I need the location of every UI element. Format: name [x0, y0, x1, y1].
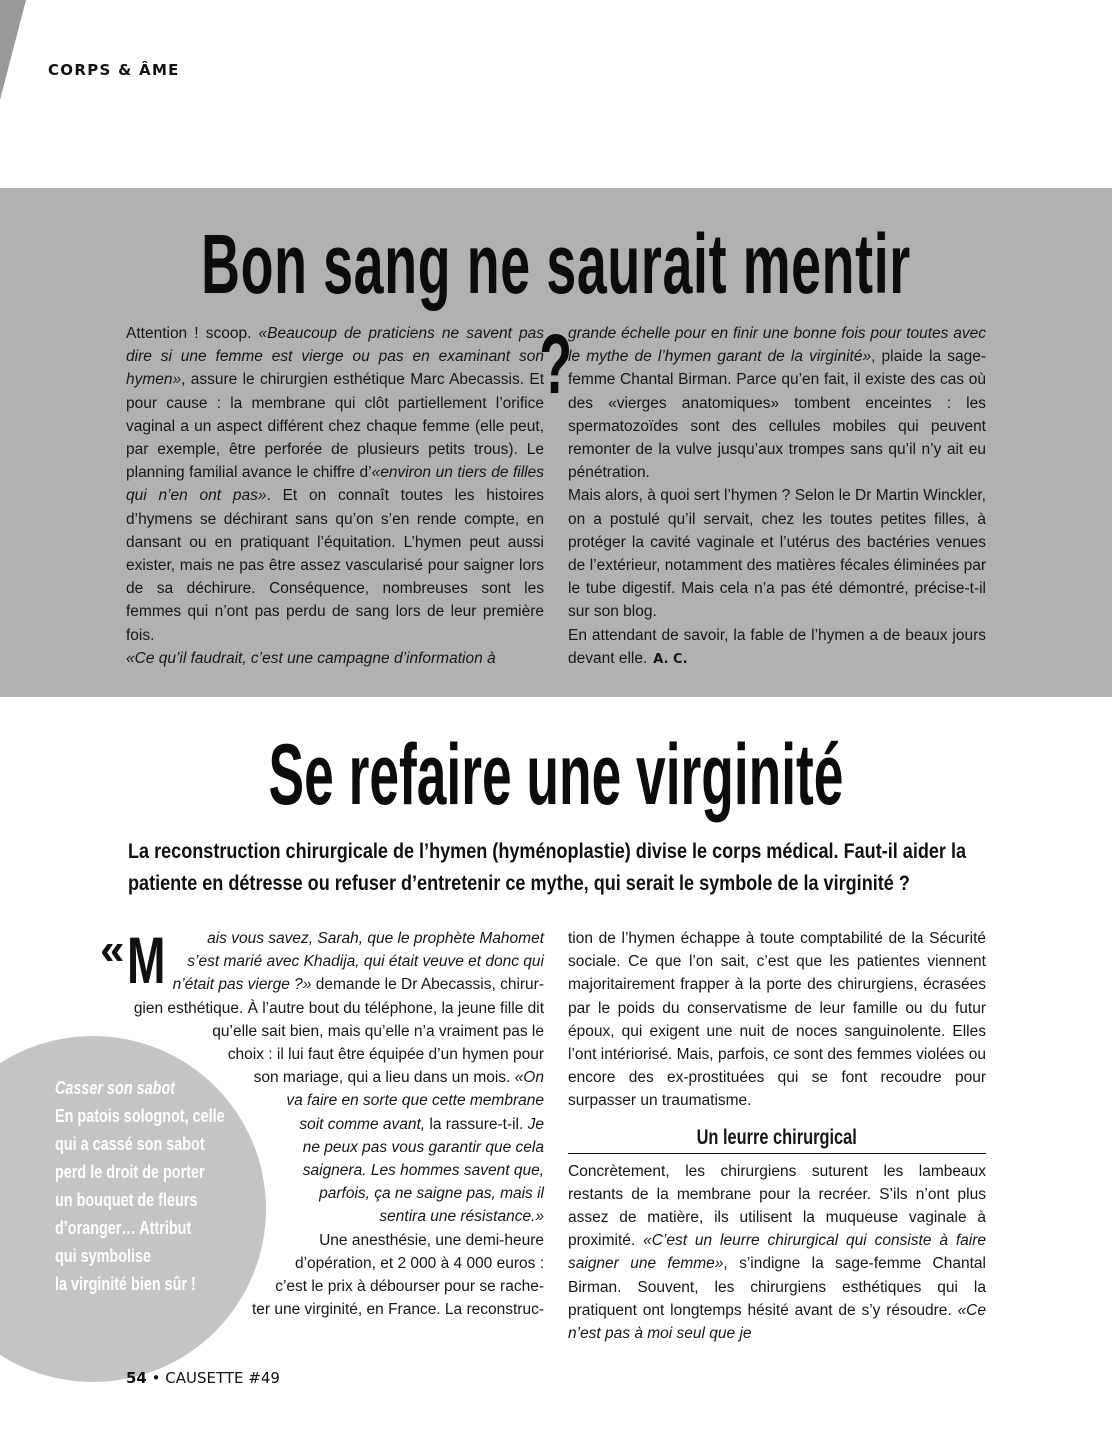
- quote-text: «Ce qu’il faudrait, c’est une campagne d’information à: [126, 649, 496, 667]
- text-line: d’opération, et 2 000 à 4 000 euros :: [294, 1254, 544, 1272]
- quote-text: saignera. Les hommes savent que,: [302, 1162, 544, 1180]
- body-text: Attention ! scoop.: [126, 325, 259, 342]
- page-footer: [126, 1369, 280, 1387]
- sidebar-article-title: Bon sang ne saurait mentir ?: [201, 217, 911, 411]
- body-text: , plaide la sage-femme Chantal Birman. Parce qu’en fait, il existe des cas où des «vierges anatomiques» tombent enceintes : les spermatozoïdes sont des cellules mobiles qui peuvent remonter de la vulve jusqu’aux trompes sans qu’il n’y ait eu pénétration.: [568, 348, 987, 482]
- quote-text: Je: [527, 1115, 544, 1133]
- quote-text: n’était pas vierge ?»: [172, 976, 312, 994]
- callout-title: Casser son sabot: [55, 1078, 176, 1098]
- quote-text: parfois, ça ne saigne pas, mais il: [319, 1185, 544, 1203]
- text-line: qu’elle sait bien, mais qu’elle n’a vraiment pas le: [212, 1022, 544, 1040]
- corner-tab: [0, 0, 26, 100]
- main-article-title: Se refaire une virginité: [268, 727, 844, 823]
- main-article-lead: [128, 836, 988, 900]
- callout-line: d’oranger… Attribut: [55, 1218, 192, 1238]
- quote-text: sentira une résistance.»: [379, 1208, 544, 1226]
- body-text: Concrètement, les chirurgiens suturent les lambeaux restants de la membrane pour la recréer. S’ils n’ont plus assez de matière, ils utilisent la muqueuse vaginale à proximité.: [568, 1162, 986, 1250]
- body-text: son mariage, qui a lieu dans un mois.: [253, 1069, 515, 1087]
- footer-separator: •: [146, 1369, 166, 1387]
- body-text: . Et on connaît toutes les histoires d’hymens se déchirant sans qu’on s’en rende compte, en dansant ou en pratiquant l’équitation. L’hymen peut aussi exister, mais ne pas être assez vascularisé pour saigner lors de sa déchirure. Conséquence, nombreuses sont les femmes qui n’ont pas perdu de sang lors de leur première fois.: [126, 487, 544, 644]
- text-line: c’est le prix à débourser pour se rache-: [275, 1278, 544, 1296]
- subheading-text: Un leurre chirurgical: [696, 1125, 858, 1149]
- callout-line: qui a cassé son sabot: [55, 1134, 205, 1154]
- quote-text: «environ un tiers de filles qui n’en ont pas»: [126, 464, 544, 505]
- callout-text: [55, 1074, 265, 1298]
- quote-text: ais vous savez, Sarah, que le prophète Mahomet: [207, 930, 544, 947]
- callout-line: un bouquet de fleurs: [55, 1190, 198, 1210]
- body-text: , assure le chirurgien esthétique Marc Abecassis. Et pour cause : la membrane qui clôt partiellement l’orifice vaginal a un aspect différent chez chaque femme (elle peut, par exemple, être perforée de plusieurs petits trous). Le planning familial avance le chiffre d’: [126, 371, 544, 482]
- author-signature: A. C.: [653, 651, 688, 667]
- callout-line: la virginité bien sûr !: [55, 1274, 196, 1294]
- main-article-col2: [568, 927, 986, 1345]
- body-text: la rassure-t-il.: [425, 1115, 528, 1133]
- opening-quote-mark: «: [100, 925, 125, 974]
- sidebar-article-box: [0, 188, 1112, 697]
- drop-cap: M: [127, 923, 166, 997]
- section-label: CORPS & ÂME: [48, 61, 180, 79]
- text-line: ter une virginité, en France. La reconstruc-: [251, 1301, 544, 1319]
- magazine-issue: CAUSETTE #49: [165, 1369, 280, 1387]
- body-text: , s’indigne la sage-femme Chantal Birman. Souvent, les chirurgiens esthétiques qui la pratiquent ont longtemps hésité avant de s’y résoudre.: [568, 1255, 986, 1319]
- page-number: 54: [126, 1369, 147, 1387]
- quote-text: va faire en sorte que cette membrane: [286, 1092, 544, 1110]
- subheading: [568, 1123, 986, 1154]
- callout-line: qui symbolise: [55, 1246, 152, 1266]
- text-line: [126, 927, 544, 950]
- text-line: Une anesthésie, une demi-heure: [319, 1231, 544, 1249]
- quote-text: grande échelle pour en finir une bonne fois pour toutes avec le mythe de l’hymen garant de la virginité»: [568, 325, 986, 366]
- sidebar-article-col1: [126, 322, 544, 670]
- text-line: [126, 973, 544, 996]
- quote-text: «C’est un leurre chirurgical qui consiste à faire saigner une femme»: [568, 1232, 986, 1273]
- text-line: gien esthétique. À l’autre bout du téléphone, la jeune fille dit: [133, 999, 544, 1017]
- sidebar-article-col2: [568, 322, 986, 671]
- quote-text: s’est marié avec Khadija, qui était veuve et donc qui: [187, 953, 544, 971]
- body-paragraph: Mais alors, à quoi sert l’hymen ? Selon le Dr Martin Winckler, on a postulé qu’il servait, chez les toutes petites filles, à protéger la cavité vaginale et l’utérus des bactéries venues de l’extérieur, notamment des matières fécales éliminées par le tube digestif. Mais cela n’a pas été démontré, précise-t-il sur son blog.: [568, 487, 986, 621]
- callout-line: perd le droit de porter: [55, 1162, 205, 1182]
- body-text: En attendant de savoir, la fable de l’hymen a de beaux jours devant elle.: [568, 626, 986, 667]
- lead-text: La reconstruction chirurgicale de l’hymen (hyménoplastie) divise le corps médical. Faut-il aider la patiente en détresse ou refuser d’entretenir ce mythe, qui serait le symbole de la virginité ?: [128, 840, 967, 895]
- quote-text: soit comme avant,: [299, 1115, 426, 1133]
- quote-text: «On: [514, 1069, 544, 1087]
- body-text: demande le Dr Abecassis, chirur-: [311, 976, 544, 994]
- quote-text: ne peux pas vous garantir que cela: [302, 1138, 544, 1156]
- callout-line: En patois solognot, celle: [55, 1106, 225, 1126]
- text-line: [126, 950, 544, 973]
- quote-text: «Beaucoup de praticiens ne savent pas dire si une femme est vierge ou pas en examinant son hymen»: [126, 325, 544, 389]
- body-paragraph: tion de l’hymen échappe à toute comptabilité de la Sécurité sociale. Ce que l’on sait, c’est que les patientes viennent majoritairement frapper à la porte des chirurgiens, écrasées par le poids du conservatisme de leur famille ou du futur époux, qui exigent une nuit de noces sanguinolente. Elles l’ont intériorisé. Mais, parfois, ce sont des femmes violées ou encore des ex-prostituées qui se font recoudre pour surpasser un traumatisme.: [568, 930, 986, 1110]
- text-line: choix : il lui faut être équipée d’un hymen pour: [227, 1046, 544, 1064]
- quote-text: «Ce n’est pas à moi seul que je: [568, 1301, 986, 1343]
